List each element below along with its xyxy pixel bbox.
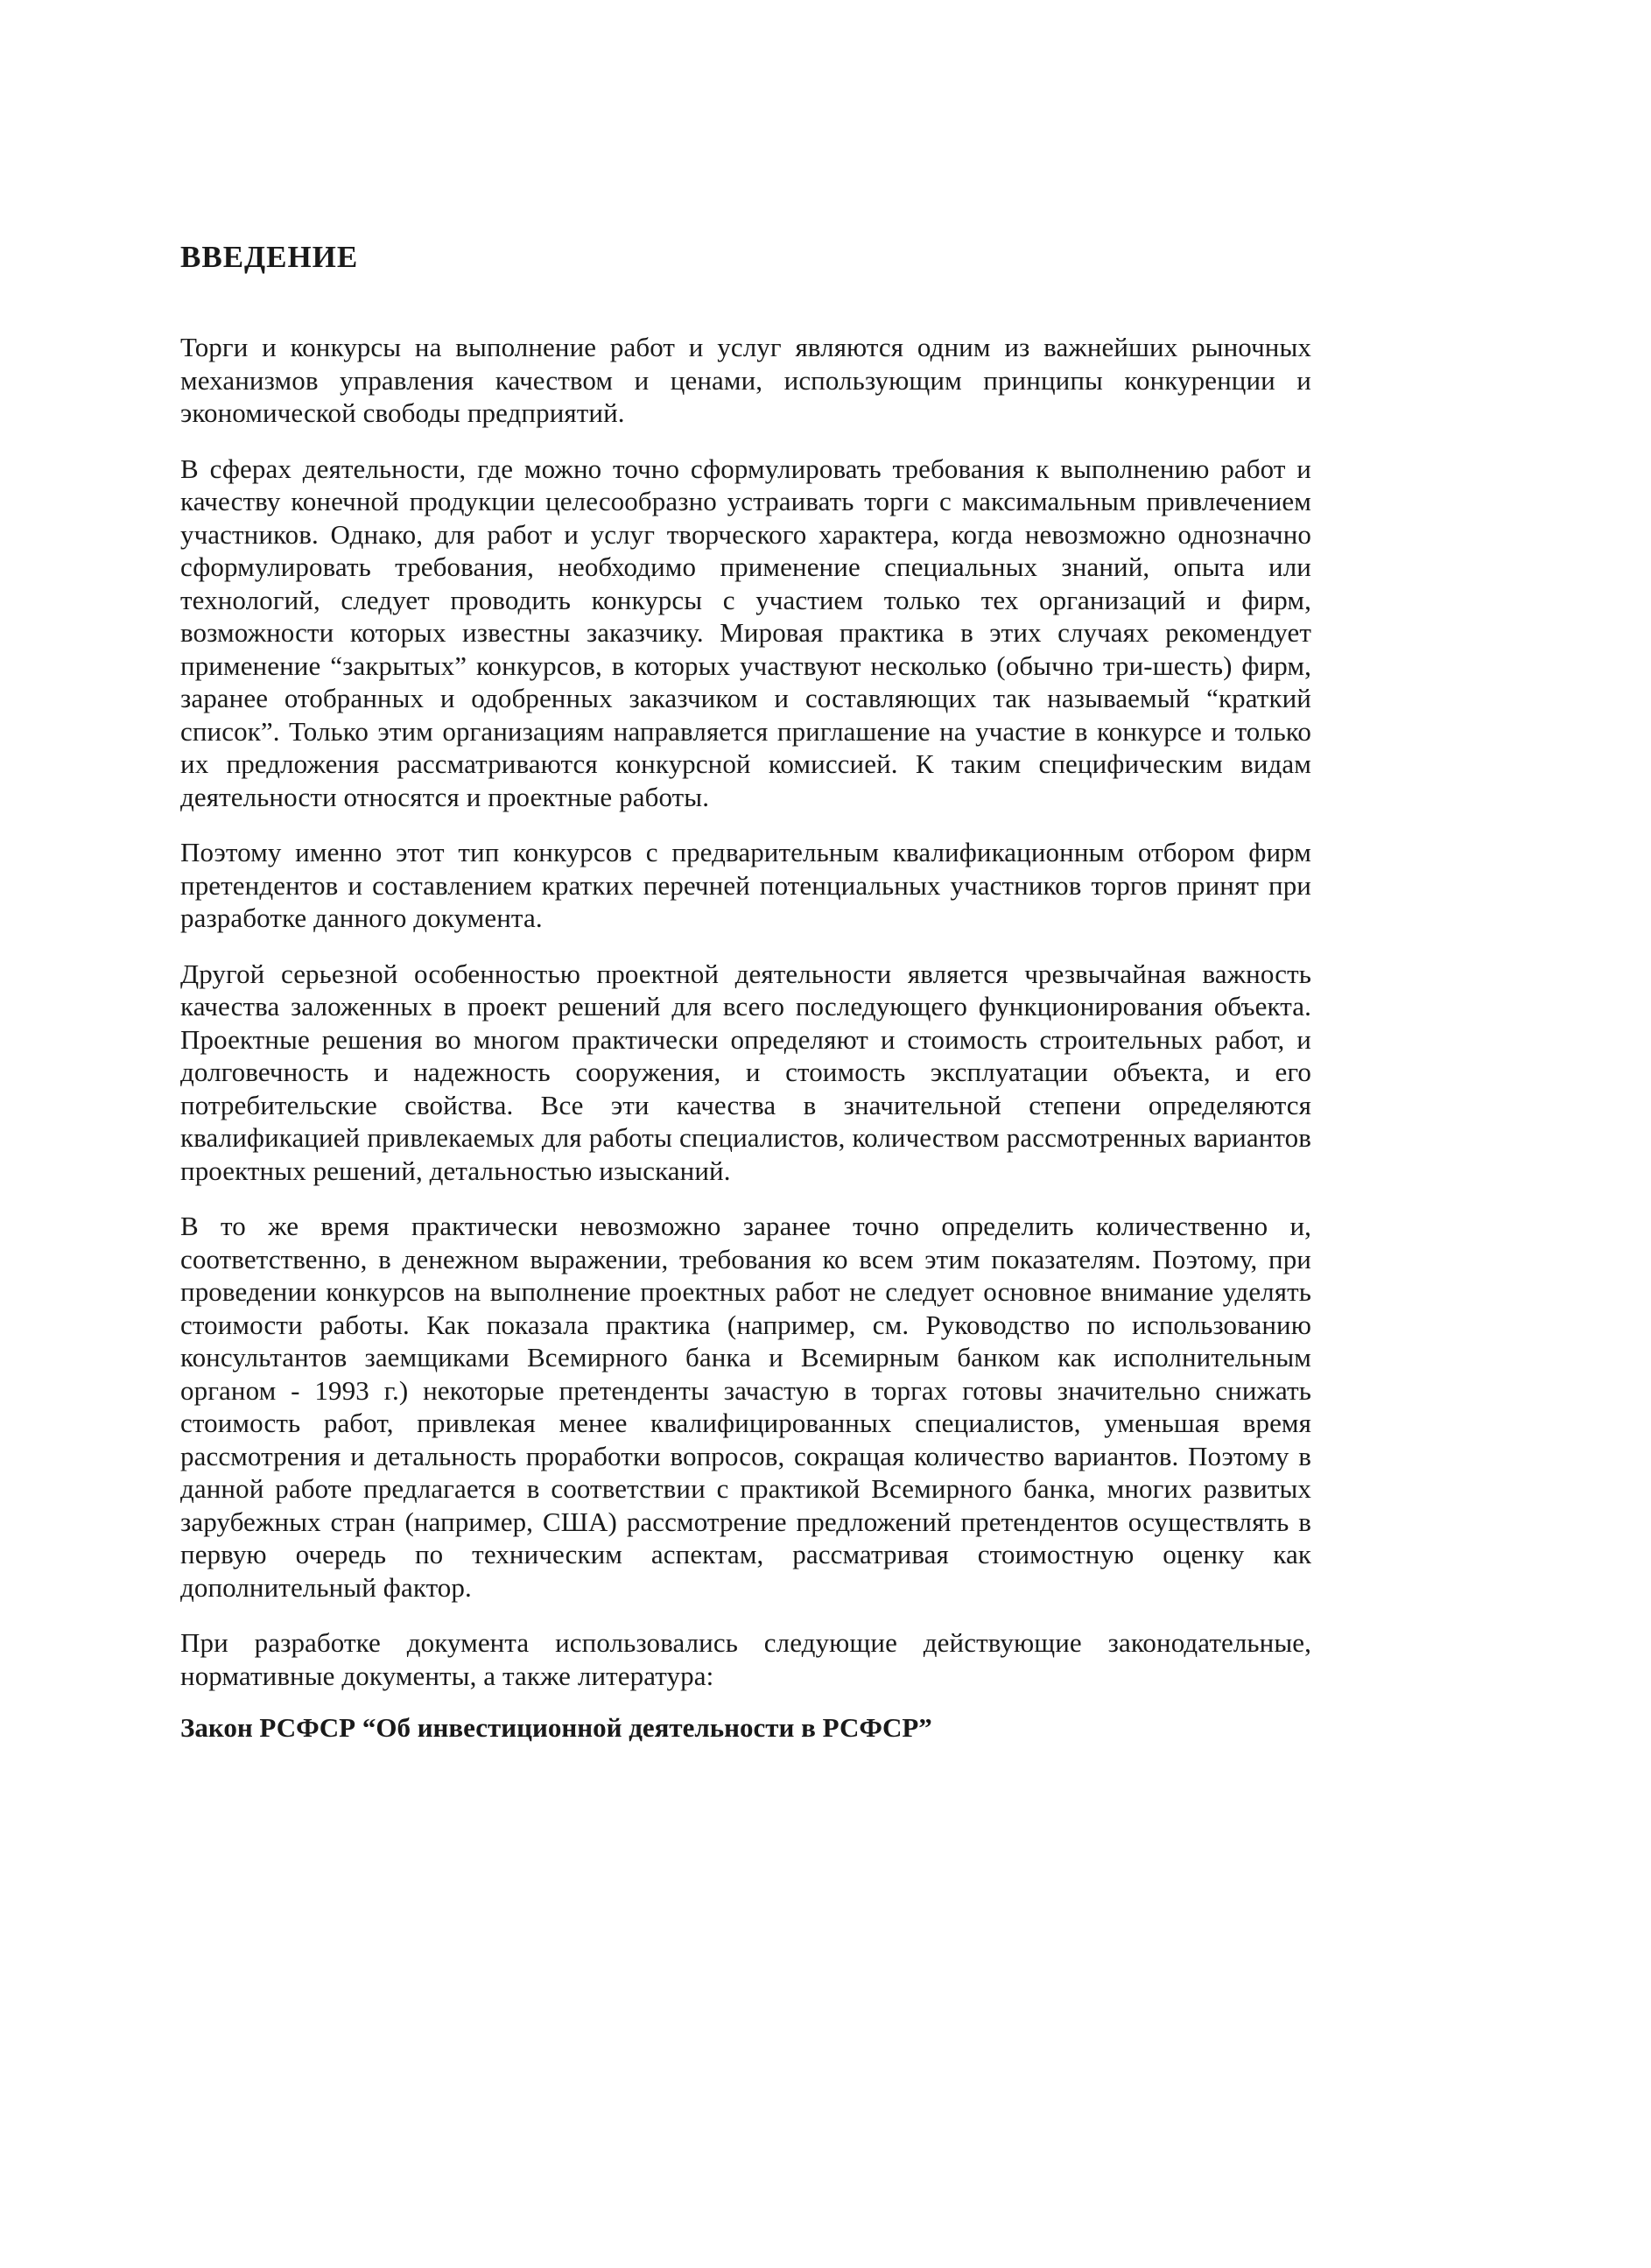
paragraph-tenders-intro: Торги и конкурсы на выполнение работ и услуг являются одним из важнейших рыночных механизмов управления качеством и ценами, использующим принципы конкуренции и экономической свободы предприятий. [180,332,1311,428]
document-body [180,331,1311,1745]
paragraph-qualification-selection: Поэтому именно этот тип конкурсов с предварительным квалификационным отбором фирм претендентов и составлением кратких перечней потенциальных участников торгов принят при разработке данного документа. [180,837,1311,933]
paragraph-closed-competitions: В сферах деятельности, где можно точно сформулировать требования к выполнению работ и качеству конечной продукции целесообразно устраивать торги с максимальным привлечением участников. Однако, для работ и услуг творческого характера, когда невозможно однозначно сформулировать требования, необходимо применение специальных знаний, опыта или технологий, следует проводить конкурсы с участием только тех организаций и фирм, возможности которых известны заказчику. Мировая практика в этих случаях рекомендует применение “закрытых” конкурсов, в которых участвуют несколько (обычно три-шесть) фирм, заранее отобранных и одобренных заказчиком и составляющих так называемый “краткий список”. Только этим организациям направляется приглашение на участие в конкурсе и только их предложения рассматриваются конкурсной комиссией. К таким специфическим видам деятельности относятся и проектные работы. [180,453,1311,812]
paragraph-cost-evaluation: В то же время практически невозможно заранее точно определить количественно и, соответственно, в денежном выражении, требования ко всем этим показателям. Поэтому, при проведении конкурсов на выполнение проектных работ не следует основное внимание уделять стоимости работы. Как показала практика (например, см. Руководство по использованию консультантов заемщиками Всемирного банка и Всемирным банком как исполнительным органом - 1993 г.) некоторые претенденты зачастую в торгах готовы значительно снижать стоимость работ, привлекая менее квалифицированных специалистов, уменьшая время рассмотрения и детальность проработки вопросов, сокращая количество вариантов. Поэтому в данной работе предлагается в соответствии с практикой Всемирного банка, многих развитых зарубежных стран (например, США) рассмотрение предложений претендентов осуществлять в первую очередь по техническим аспектам, рассматривая стоимостную оценку как дополнительный фактор. [180,1211,1311,1603]
section-heading: ВВЕДЕНИЕ [180,240,359,274]
law-reference: Закон РСФСР “Об инвестиционной деятельности в РСФСР” [180,1712,932,1743]
paragraph-design-quality: Другой серьезной особенностью проектной деятельности является чрезвычайная важность качества заложенных в проект решений для всего последующего функционирования объекта. Проектные решения во многом практически определяют и стоимость строительных работ, и долговечность и надежность сооружения, и стоимость эксплуатации объекта, и его потребительские свойства. Все эти качества в значительной степени определяются квалификацией привлекаемых для работы специалистов, количеством рассмотренных вариантов проектных решений, детальностью изысканий. [180,958,1311,1186]
paragraph-sources-intro: При разработке документа использовались следующие действующие законодательные, нормативные документы, а также литература: [180,1627,1311,1691]
